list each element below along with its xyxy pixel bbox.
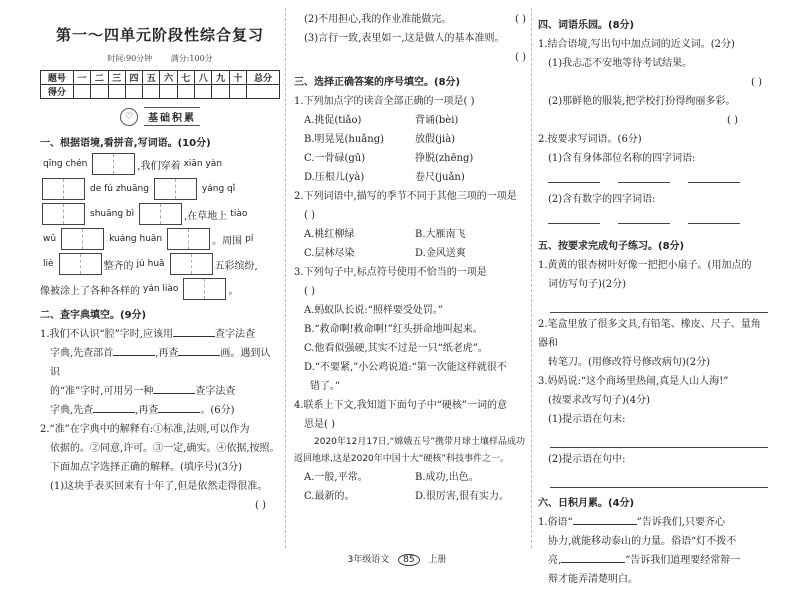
text: ,再查 <box>155 348 179 359</box>
text: 亮, <box>548 555 562 566</box>
full-score: 满分:100分 <box>170 54 213 63</box>
question-text: 1.黄黄的银杏树叶好像一把把小扇子。(用加点的 <box>538 260 752 271</box>
score-input-cell[interactable] <box>108 85 125 99</box>
question-text: 3.下列句子中,标点符号使用不恰当的一项是 <box>294 267 487 278</box>
answer-line[interactable] <box>550 431 768 448</box>
score-table-score-row <box>41 85 280 99</box>
option[interactable]: D.金风送爽 <box>415 248 466 259</box>
text: ”告诉我们,只要齐心 <box>636 517 725 528</box>
section-4-title: 四、词语乐园。(8分) <box>538 20 635 31</box>
question-text: 2.“准”在字典中的解释有:①标准,法则,可以作为 <box>40 424 250 435</box>
score-input-cell[interactable] <box>125 85 142 99</box>
question-text: (1)我忐忑不安地等待考试结果。 <box>548 58 693 69</box>
pinyin: yán liào <box>143 284 179 294</box>
text: 。 <box>228 285 239 297</box>
score-cell: 七 <box>177 71 194 85</box>
answer-blank[interactable] <box>573 513 637 525</box>
pinyin: xiān yàn <box>183 159 223 169</box>
score-label: 得分 <box>41 85 74 99</box>
score-cell: 八 <box>195 71 212 85</box>
text: 。周围 <box>212 235 243 247</box>
answer-blank[interactable] <box>548 168 600 183</box>
writing-grid[interactable] <box>139 203 182 225</box>
writing-grid[interactable] <box>170 253 213 275</box>
score-input-cell[interactable] <box>177 85 194 99</box>
option[interactable]: A.蚂蚁队长说:“照样要受处罚。” <box>304 305 443 316</box>
column-middle <box>294 10 526 506</box>
score-input-cell[interactable] <box>73 85 90 99</box>
pinyin: kuáng huān <box>109 234 163 244</box>
writing-grid[interactable] <box>61 228 104 250</box>
answer-paren[interactable]: ( ) <box>255 500 266 511</box>
section-3-title: 三、选择正确答案的序号填空。(8分) <box>294 77 461 88</box>
question-text: 思是( ) <box>304 419 335 430</box>
answer-blank[interactable] <box>113 344 155 356</box>
pinyin: de fú zhuāng <box>90 184 149 194</box>
text: ,在草地上 <box>184 210 228 222</box>
answer-blank[interactable] <box>548 209 600 224</box>
banner-label: 基础积累 <box>144 107 200 126</box>
score-input-cell[interactable] <box>160 85 177 99</box>
option[interactable]: B.明晃晃(huǎng) <box>304 134 385 145</box>
question-text: (3)言行一致,表里如一,这是做人的基本准则。 <box>304 33 505 44</box>
option[interactable]: B.大雁南飞 <box>415 229 466 240</box>
question-text: (2)提示语在句中: <box>548 454 626 465</box>
reading-passage: 2020年12月17日,“嫦娥五号”携带月球土壤样品成功返回地球,这是2020年中国十大“硬核”科技事件之一。 <box>294 437 525 464</box>
question-text: 转笔刀。(用修改符号修改病句)(2分) <box>548 357 710 368</box>
score-table <box>40 70 280 99</box>
column-divider <box>285 8 286 548</box>
writing-grid[interactable] <box>42 178 85 200</box>
page-footer <box>0 552 794 566</box>
text: 。(6分) <box>200 405 235 416</box>
option: 背诵(bèi) <box>415 115 459 126</box>
question-text: (按要求改写句子)(4分) <box>548 395 650 406</box>
question-text: 2.下列词语中,描写的季节不同于其他三项的一项是 <box>294 191 517 202</box>
writing-grid[interactable] <box>167 228 210 250</box>
section-5-title: 五、按要求完成句子练习。(8分) <box>538 241 685 252</box>
text: 查字法查 <box>214 329 255 340</box>
text: 查字法查 <box>195 386 236 397</box>
answer-blank[interactable] <box>153 382 195 394</box>
text: 1.俗语“ <box>538 517 573 528</box>
pinyin-exercise <box>40 153 280 300</box>
time-limit: 时间:90分钟 <box>107 54 153 63</box>
text: ,我们穿着 <box>137 160 181 172</box>
option[interactable]: B.“救命啊!救命啊!”红头拼命地叫起来。 <box>304 324 483 335</box>
answer-line[interactable] <box>550 296 768 313</box>
option[interactable]: C.最新的。 <box>304 491 355 502</box>
column-left <box>40 10 280 515</box>
answer-blank[interactable] <box>688 209 740 224</box>
section-6-title: 六、日积月累。(4分) <box>538 498 635 509</box>
section-banner <box>40 107 280 126</box>
section-1-title: 一、根据语境,看拼音,写词语。(10分) <box>40 138 211 149</box>
score-cell: 六 <box>160 71 177 85</box>
score-cell: 二 <box>91 71 108 85</box>
score-cell: 十 <box>229 71 246 85</box>
score-input-cell[interactable] <box>143 85 160 99</box>
pinyin: yáng qǐ <box>201 184 236 194</box>
footer-volume: 上册 <box>428 555 447 565</box>
writing-grid[interactable] <box>183 278 226 300</box>
exam-info <box>40 53 280 64</box>
question-text: 3.妈妈说:“这个商场里热闹,真是人山人海!” <box>538 376 729 387</box>
option: 卷尺(juǎn) <box>415 172 465 183</box>
text: 协力,就能移动泰山的力量。俗语“灯不拨不 <box>548 536 737 547</box>
writing-grid[interactable] <box>42 203 85 225</box>
pinyin: liè <box>43 259 54 269</box>
score-cell: 四 <box>125 71 142 85</box>
heart-icon: ♡ <box>120 108 138 126</box>
question-text: 2.笔盒里放了很多文具,有铅笔、橡皮、尺子、量角器和 <box>538 319 761 349</box>
answer-paren[interactable]: ( ) <box>304 286 315 297</box>
answer-paren[interactable]: ( ) <box>304 210 315 221</box>
page-number: 85 <box>398 554 419 566</box>
text: 五彩缤纷, <box>214 260 258 272</box>
question-text: 1.结合语境,写出句中加点词的近义词。(2分) <box>538 39 735 50</box>
score-input-cell[interactable] <box>195 85 212 99</box>
question-text: 1.下列加点字的读音全部正确的一项是( ) <box>294 96 475 107</box>
option[interactable]: D.压根儿(yà) <box>304 172 365 183</box>
text: 字典,先查 <box>50 405 94 416</box>
question-text: (1)含有身体部位名称的四字词语: <box>548 153 696 164</box>
answer-blank[interactable] <box>158 401 200 413</box>
answer-blank[interactable] <box>173 325 215 337</box>
pinyin: jú huā <box>136 259 165 269</box>
text: 画。遇到认识 <box>50 348 271 378</box>
question-text: (1)这块手表买回来有十年了,但是依然走得很准。 <box>50 481 268 492</box>
score-input-cell[interactable] <box>229 85 246 99</box>
answer-paren[interactable]: ( ) <box>515 14 526 25</box>
score-input-cell[interactable] <box>91 85 108 99</box>
score-cell: 题号 <box>41 71 74 85</box>
question-text: 2.按要求写词语。(6分) <box>538 134 642 145</box>
question-text: 下面加点字选择正确的解释。(填序号)(3分) <box>50 462 242 473</box>
option: 挣脱(zhēng) <box>415 153 474 164</box>
option[interactable]: C.一骨碌(gū) <box>304 153 366 164</box>
text: ”告诉我们道理要经常辩一 <box>625 555 741 566</box>
answer-blank[interactable] <box>618 209 670 224</box>
answer-blank[interactable] <box>688 168 740 183</box>
score-cell: 九 <box>212 71 229 85</box>
writing-grid[interactable] <box>92 153 135 175</box>
score-input-cell[interactable] <box>212 85 229 99</box>
text: 的“准”字时,可用另一种 <box>50 386 154 397</box>
text: 像被涂上了各种各样的 <box>40 285 140 297</box>
score-cell: 一 <box>73 71 90 85</box>
column-right <box>538 10 768 589</box>
answer-paren[interactable]: ( ) <box>727 115 738 126</box>
question-text: (1)提示语在句末: <box>548 414 626 425</box>
answer-blank[interactable] <box>178 344 220 356</box>
question-text: (2)含有数字的四字词语: <box>548 194 656 205</box>
option[interactable]: C.他看似强硬,其实不过是一只“纸老虎”。 <box>304 343 488 354</box>
option[interactable]: A.挑促(tiǎo) <box>304 115 362 126</box>
pinyin: wǔ <box>43 234 57 244</box>
pinyin: tiào <box>230 209 248 219</box>
answer-paren[interactable]: ( ) <box>515 52 526 63</box>
option[interactable]: B.成功,出色。 <box>415 472 479 483</box>
footer-grade: 3年级语文 <box>347 555 390 565</box>
score-cell: 三 <box>108 71 125 85</box>
writing-grid[interactable] <box>59 253 102 275</box>
score-table-header-row <box>41 71 280 85</box>
pinyin: pí <box>245 234 254 244</box>
text: 1.我们不认识“腔”字时,应该用 <box>40 329 173 340</box>
text: 字典,先查部首 <box>50 348 114 359</box>
writing-grid[interactable] <box>154 178 197 200</box>
page-title: 第一～四单元阶段性综合复习 <box>55 26 264 44</box>
score-cell: 五 <box>143 71 160 85</box>
text: 整齐的 <box>103 260 134 272</box>
answer-paren[interactable]: ( ) <box>751 77 762 88</box>
option[interactable]: D.“不要紧,”小公鸡说道:“第一次能这样就很不 <box>304 362 507 373</box>
column-divider <box>531 8 532 548</box>
option-continued: 错了。” <box>310 381 341 392</box>
option[interactable]: A.桃红柳绿 <box>304 229 355 240</box>
option[interactable]: C.层林尽染 <box>304 248 355 259</box>
answer-line[interactable] <box>550 471 768 488</box>
score-input-cell[interactable] <box>247 85 280 99</box>
answer-blank[interactable] <box>618 168 670 183</box>
question-text: (2)不用担心,我的作业准能做完。 <box>304 14 452 25</box>
score-cell: 总分 <box>247 71 280 85</box>
option: 放假(jià) <box>415 134 456 145</box>
question-text: 4.联系上下文,我知道下面句子中“硬核”一词的意 <box>294 400 507 411</box>
text: ,再查 <box>135 405 159 416</box>
text: 辩才能弄清楚明白。 <box>548 574 638 585</box>
pinyin: shuāng bì <box>90 209 135 219</box>
option[interactable]: D.很厉害,很有实力。 <box>415 491 510 502</box>
answer-blank[interactable] <box>93 401 135 413</box>
question-text: 词仿写句子)(2分) <box>548 279 627 290</box>
option[interactable]: A.一般,平常。 <box>304 472 368 483</box>
pinyin: qīng chén <box>43 159 88 169</box>
question-text: 依据的。②同意,许可。③一定,确实。④依据,按照。 <box>50 443 280 454</box>
section-2-title: 二、查字典填空。(9分) <box>40 310 147 321</box>
question-text: (2)那鲜艳的服装,把学校打扮得绚丽多彩。 <box>548 96 736 107</box>
